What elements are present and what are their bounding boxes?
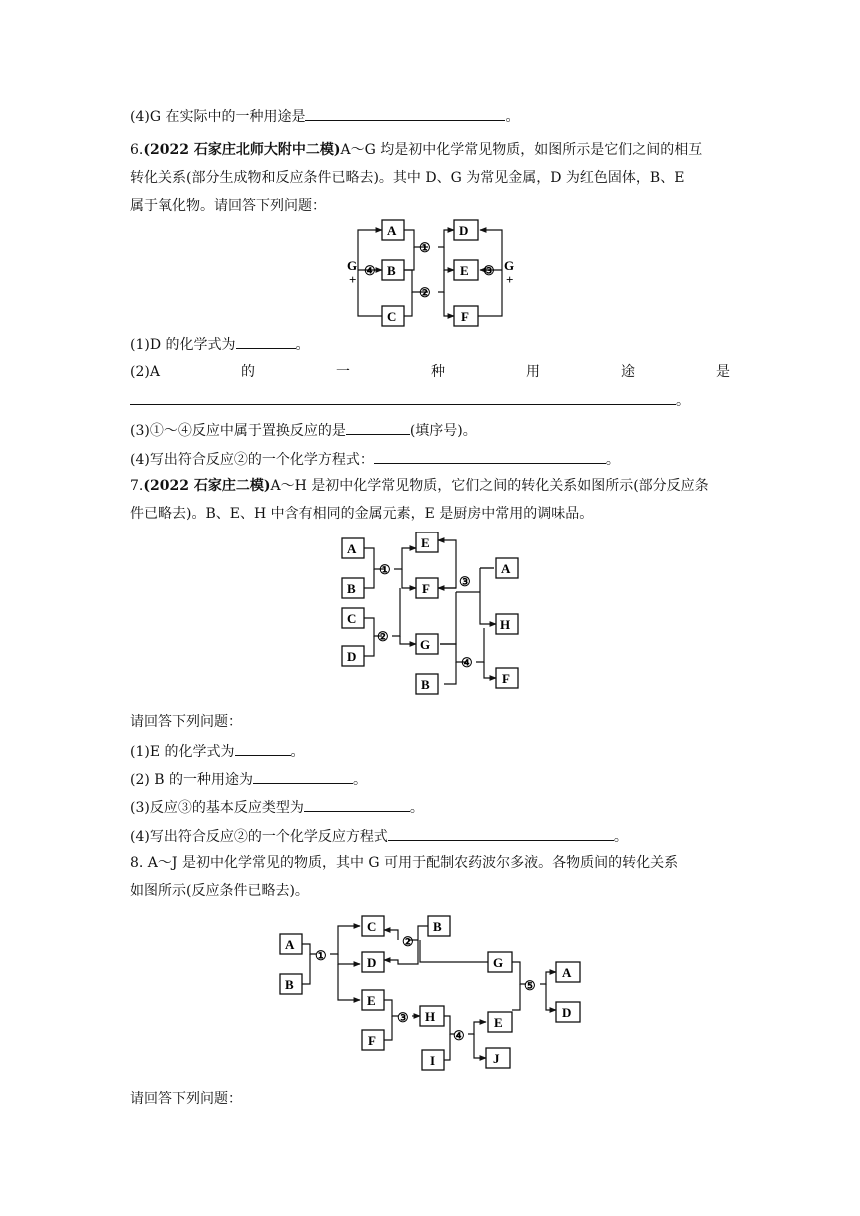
box-F-label: F [461, 309, 469, 324]
q6-sub4: (4)写出符合反应②的一个化学方程式： 。 [130, 449, 620, 470]
q6-sub1: (1)D 的化学式为 。 [130, 334, 310, 355]
q5-sub4: (4)G 在实际中的一种用途是 。 [130, 106, 519, 127]
box-D2-label: D [562, 1005, 572, 1020]
reaction-2-label: ② [377, 629, 389, 644]
box-C-label: C [387, 309, 397, 324]
left-plus-label: + [349, 272, 357, 287]
q6-line2: 转化关系(部分生成物和反应条件已略去)。其中 D、G 为常见金属，D 为红色固体，B、E [130, 170, 685, 186]
q6-diagram [340, 212, 520, 332]
box-A2-label: A [562, 965, 572, 980]
q8-diagram [278, 910, 588, 1076]
box-E2-label: E [494, 1015, 503, 1030]
answer-blank[interactable] [305, 106, 505, 121]
box-F-label: F [368, 1033, 376, 1048]
box-E-label: E [421, 535, 430, 550]
left-reagent-label: G [347, 258, 358, 273]
q7-sub1: (1)E 的化学式为 。 [130, 741, 305, 762]
reaction-1-label: ① [315, 948, 327, 963]
box-A-label: A [285, 937, 295, 952]
box-A-label: A [387, 223, 397, 238]
q8-line1: 8. A～J 是初中化学常见的物质，其中 G 可用于配制农药波尔多液。各物质间的转化关系 [130, 855, 679, 871]
reaction-1-label: ① [419, 240, 431, 255]
q6-sub2: (2)A 的 一 种 用 途 是 [130, 364, 730, 380]
box-F-label: F [422, 581, 430, 596]
q6-sub2-answer: 。 [130, 390, 690, 411]
box-B-label: B [387, 263, 396, 278]
reaction-4-label: ④ [461, 655, 473, 670]
q8-line2: 如图所示(反应条件已略去)。 [130, 883, 309, 899]
reaction-3-label: ③ [397, 1010, 409, 1025]
reaction-5-label: ⑤ [524, 978, 536, 993]
box-F2-label: F [502, 671, 510, 686]
q7-sub3: (3)反应③的基本反应类型为 。 [130, 797, 424, 818]
q8-prompt: 请回答下列问题： [130, 1091, 242, 1107]
reaction-3-label: ③ [459, 574, 471, 589]
box-G-label: G [493, 955, 504, 970]
q6-sub3: (3)①～④反应中属于置换反应的是 (填序号)。 [130, 420, 477, 441]
right-plus-label: + [506, 272, 514, 287]
box-J-label: J [493, 1051, 500, 1066]
answer-blank[interactable] [304, 797, 410, 812]
answer-blank[interactable] [130, 390, 676, 405]
q7-line1: 7.(2022 石家庄二模)A～H 是初中化学常见物质，它们之间的转化关系如图所示(部分反应条 [130, 478, 709, 494]
q6-line1: 6.(2022 石家庄北师大附中二模)A～G 均是初中化学常见物质，如图所示是它们之间的相互 [130, 142, 703, 158]
box-C-label: C [367, 919, 377, 934]
answer-blank[interactable] [374, 449, 606, 464]
q7-diagram [336, 532, 526, 696]
q7-sub2: (2) B 的一种用途为 。 [130, 769, 367, 790]
box-A-label: A [347, 541, 357, 556]
answer-blank[interactable] [235, 741, 291, 756]
reaction-4-label: ④ [453, 1028, 465, 1043]
answer-blank[interactable] [236, 334, 296, 349]
box-D-label: D [459, 223, 469, 238]
q6-line3: 属于氧化物。请回答下列问题： [130, 198, 326, 214]
right-reagent-label: G [504, 258, 515, 273]
box-H-label: H [500, 617, 511, 632]
box-I-label: I [430, 1053, 436, 1068]
box-A2-label: A [501, 561, 511, 576]
reaction-2-label: ② [419, 285, 431, 300]
box-B2-label: B [433, 919, 442, 934]
box-B2-label: B [421, 677, 430, 692]
reaction-1-label: ① [379, 562, 391, 577]
reaction-3-label: ③ [483, 263, 495, 278]
q7-sub4: (4)写出符合反应②的一个化学反应方程式 。 [130, 826, 628, 847]
reaction-4-label: ④ [364, 263, 376, 278]
box-C-label: C [347, 611, 357, 626]
box-E-label: E [460, 263, 469, 278]
q7-line2: 件已略去)。B、E、H 中含有相同的金属元素，E 是厨房中常用的调味品。 [130, 506, 594, 522]
answer-blank[interactable] [253, 769, 353, 784]
reaction-2-label: ② [402, 934, 414, 949]
box-D-label: D [347, 649, 357, 664]
answer-blank[interactable] [346, 420, 410, 435]
box-G-label: G [420, 637, 431, 652]
q7-prompt: 请回答下列问题： [130, 714, 242, 730]
box-D-label: D [367, 955, 377, 970]
box-B-label: B [347, 581, 356, 596]
box-H-label: H [425, 1009, 436, 1024]
box-E-label: E [367, 993, 376, 1008]
answer-blank[interactable] [388, 826, 614, 841]
box-B-label: B [285, 977, 294, 992]
